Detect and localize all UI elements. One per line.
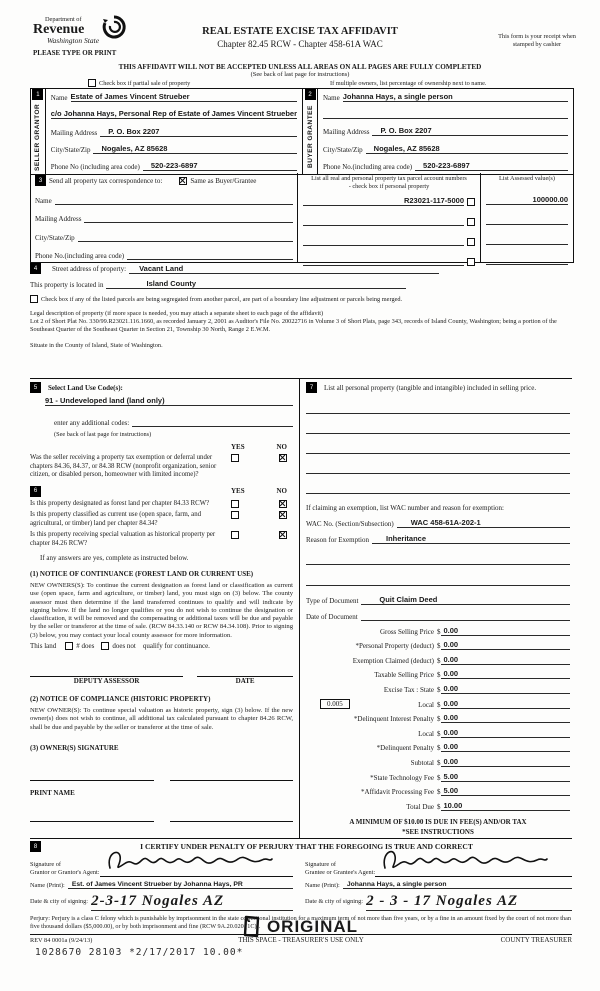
grantor-signature-field[interactable] <box>100 854 293 877</box>
print-name-field-1[interactable] <box>30 821 154 822</box>
original-stamp-text: ORIGINAL <box>266 917 359 936</box>
fee-currency-6: $ <box>437 715 441 724</box>
buyer-city-label: City/State/Zip <box>323 145 363 154</box>
parcel-header-line1: List all real and personal property tax parcel account numbers <box>311 175 467 182</box>
notice1-title: (1) NOTICE OF CONTINUANCE (FOREST LAND OR CURRENT USE) <box>30 570 254 578</box>
fee-label-0: Gross Selling Price <box>379 627 434 636</box>
same-as-buyer-checkbox[interactable] <box>179 177 187 185</box>
wac-label: WAC No. (Section/Subsection) <box>306 520 394 528</box>
owner-signature-field-2[interactable] <box>170 780 294 781</box>
parcel-3-field[interactable] <box>303 237 464 246</box>
see-instructions-note: *SEE INSTRUCTIONS <box>402 827 474 836</box>
buyer-name-field[interactable]: Johanna Hays, a single person <box>343 92 568 102</box>
signature-columns <box>30 854 572 911</box>
fee-value-6[interactable]: 0.00 <box>441 713 571 723</box>
legal-description-text: Lot 2 of Short Plat No. 330/99.R23021.116.1660, as recorded January 2, 2001 as Auditor's File No. 20022716 in Volume 3 of Short Plats, page 343, records of Island County, Washington; being a portion of the Southeast Quarter of the Southeast Quarter in Section 21, Township 30 North, Range 2 E.W.M. <box>30 318 557 333</box>
forest-yes-checkbox[interactable] <box>231 500 239 508</box>
treasurer-space-label: THIS SPACE - TREASURER'S USE ONLY <box>238 935 364 944</box>
seller-mailing-field[interactable]: P. O. Box 2207 <box>100 127 297 137</box>
current-yes-checkbox[interactable] <box>231 511 239 519</box>
if-yes-note: If any answers are yes, complete as instructed below. <box>40 554 189 562</box>
fee-value-10[interactable]: 5.00 <box>441 772 571 782</box>
forest-no-checkbox[interactable] <box>279 500 287 508</box>
correspondence-section <box>30 173 574 263</box>
no-header-1: NO <box>276 443 287 451</box>
fee-value-5[interactable]: 0.00 <box>441 699 571 709</box>
located-field[interactable]: Island County <box>106 279 406 289</box>
corr-mailing-label: Mailing Address <box>35 215 82 223</box>
grantee-name-print-field[interactable]: Johanna Hays, a single person <box>343 881 572 889</box>
grantee-signature-scribble <box>379 844 549 876</box>
parcel-box <box>298 173 481 262</box>
legal-description-label: Legal description of property (if more space is needed, you may attach a separate sheet to each page of the affidavit) <box>30 310 324 317</box>
fee-currency-2: $ <box>437 656 441 665</box>
owner-signature-field-1[interactable] <box>30 780 154 781</box>
main-columns <box>30 378 572 839</box>
exemption-extra-1[interactable] <box>306 556 570 565</box>
section-5-number: 5 <box>30 382 41 393</box>
perjury-text: Perjury: Perjury is a class C felony which is punishable by imprisonment in the state correctional institution for a maximum term of not more than five years, or by a fine in an amount fixed by the court of not more than five thousand dollars ($5,000.00), or by both imprisonment and fine (RCW 9A.20.020 (1C)). <box>30 915 571 930</box>
buyer-mailing-label: Mailing Address <box>323 128 370 136</box>
seller-phone-label: Phone No (including area code) <box>50 163 140 171</box>
logo-revenue-text: Revenue <box>33 22 85 37</box>
seller-strip <box>31 89 46 174</box>
buyer-mailing-field[interactable]: P. O. Box 2207 <box>372 126 568 136</box>
situate-text: Situate in the County of Island, State of Washington. <box>30 342 163 349</box>
print-name-lines <box>30 821 293 822</box>
scroll-page-icon <box>242 915 262 939</box>
accept-warning: THIS AFFIDAVIT WILL NOT BE ACCEPTED UNLESS ALL AREAS ON ALL PAGES ARE FULLY COMPLETED <box>118 63 482 71</box>
pp-line-2[interactable] <box>306 425 570 434</box>
property-section <box>30 263 572 349</box>
fee-label-8: *Delinquent Penalty <box>376 744 434 753</box>
fee-value-0[interactable]: 0.00 <box>441 626 571 636</box>
fee-label-4: Excise Tax : State <box>383 685 434 694</box>
fee-label-12: Total Due <box>406 802 434 811</box>
fee-label-9: Subtotal <box>410 758 434 767</box>
buyer-fields <box>318 89 573 174</box>
historic-question: Is this property receiving special valuation as historical property per chapter 84.26 RCW? <box>30 531 216 547</box>
fee-table <box>306 626 570 811</box>
corr-mailing-field[interactable] <box>84 214 293 223</box>
fee-currency-4: $ <box>437 685 441 694</box>
fee-value-3[interactable]: 0.00 <box>441 669 571 679</box>
buyer-city-field[interactable]: Nogales, AZ 85628 <box>366 144 568 154</box>
parcel-2-field[interactable] <box>303 217 464 226</box>
pp-line-3[interactable] <box>306 445 570 454</box>
fee-value-4[interactable]: 0.00 <box>441 684 571 694</box>
grantee-name-print-label: Name (Print): <box>305 882 340 889</box>
fee-label-1: *Personal Property (deduct) <box>355 642 434 651</box>
land-does-not-checkbox[interactable] <box>101 642 109 650</box>
send-correspondence-label: Send all property tax correspondence to: <box>49 176 163 185</box>
please-type-label: PLEASE TYPE OR PRINT <box>33 49 117 57</box>
cashier-receipt-line: 1028670 28103 *2/17/2017 10.00* <box>35 947 244 958</box>
fee-currency-11: $ <box>437 788 441 797</box>
parcel-number-field[interactable]: R23021-117-5000 <box>303 196 464 206</box>
grantor-sig-label-2: Grantor or Grantor's Agent: <box>30 869 100 876</box>
pp-line-4[interactable] <box>306 465 570 474</box>
seller-city-label: City/State/Zip <box>50 145 91 154</box>
grantor-name-print-field[interactable]: Est. of James Vincent Strueber by Johanna Hays, PR <box>68 881 293 889</box>
forest-question: Is this property designated as forest land per chapter 84.33 RCW? <box>30 499 210 507</box>
exemption-yes-checkbox[interactable] <box>231 454 239 462</box>
form-title: REAL ESTATE EXCISE TAX AFFIDAVIT <box>202 26 398 37</box>
right-column <box>300 379 572 839</box>
fee-value-9[interactable]: 0.00 <box>441 757 571 767</box>
form-title-block <box>160 26 440 49</box>
grantee-sig-label-2: Grantee or Grantee's Agent: <box>305 869 376 876</box>
parcel-1-checkbox[interactable] <box>467 198 475 206</box>
doc-type-label: Type of Document <box>306 597 359 605</box>
assessor-date-label: DATE <box>197 676 293 685</box>
corr-city-field[interactable] <box>78 233 293 242</box>
street-address-field[interactable]: Vacant Land <box>129 264 439 274</box>
section-8-number: 8 <box>30 841 41 852</box>
section-7-number: 7 <box>306 382 317 393</box>
rev-number: REV 84 0001a (9/24/13) <box>30 936 93 944</box>
seller-name-field[interactable]: Estate of James Vincent Strueber <box>71 92 297 102</box>
fee-currency-1: $ <box>437 642 441 651</box>
dor-logo <box>33 16 163 57</box>
parcel-header-line2: - check box if personal property <box>348 182 430 190</box>
notice2-title: (2) NOTICE OF COMPLIANCE (HISTORIC PROPERTY) <box>30 695 211 704</box>
receipt-note: This form is your receipt when stamped by cashier <box>498 33 576 48</box>
grantor-date-city-field[interactable]: 2-3-17 Nogales AZ <box>91 893 225 909</box>
grantee-date-city-label: Date & city of signing: <box>305 898 364 905</box>
does-not-label: does not <box>112 642 136 651</box>
yes-header-2: YES <box>231 487 245 495</box>
partial-sale-label: Check box if partial sale of property <box>99 80 191 87</box>
fee-label-3: Taxable Selling Price <box>374 671 434 680</box>
grantor-signature-block <box>30 854 301 911</box>
assessed-3-field[interactable] <box>486 236 568 245</box>
reason-field[interactable]: Inheritance <box>372 534 570 544</box>
buyer-phone-field[interactable]: 520-223-6897 <box>415 161 568 171</box>
doc-date-field[interactable] <box>361 612 570 621</box>
seller-phone-field[interactable]: 520-223-6897 <box>143 161 297 171</box>
print-name-label: PRINT NAME <box>30 788 75 797</box>
seller-city-field[interactable]: Nogales, AZ 85628 <box>93 144 297 154</box>
corr-name-label: Name <box>35 196 52 205</box>
historic-yes-checkbox[interactable] <box>231 531 239 539</box>
additional-codes-label: enter any additional codes: <box>54 419 130 427</box>
notice2-body: NEW OWNER(S): To continue special valuation as historic property, sign (3) below. If the new owner(s) does not wish to continue, all additional tax calculated pursuant to chapter 84.26 RCW, shall be due and payable by the seller or transferor at the time of sale. <box>30 707 293 731</box>
current-no-checkbox[interactable] <box>279 511 287 519</box>
county-treasurer-label: COUNTY TREASURER <box>500 935 572 944</box>
fee-value-8[interactable]: 0.00 <box>441 742 571 752</box>
notice1-body: NEW OWNERS(S): To continue the current designation as forest land or classification as current use (open space, farm and agriculture, or timber) land, you must sign on (3) below. The county assessor must then determine if the land transferred continues to qualify and will indicate by signing below. If the land no longer qualifies or you do not wish to continue the designation or classification, it will be removed and the compensating or additional taxes will be due and payable by the seller or transferor at the time of sale. (RCW 84.33.140 or RCW 84.34.108). Prior to signing (3) below, you may contact your local county assessor for more information. <box>30 582 293 639</box>
assessor-sign-row <box>30 676 293 685</box>
seller-co-field[interactable]: c/o Johanna Hays, Personal Rep of Estate of James Vincent Strueber <box>50 109 297 119</box>
assessed-header: List Assessed value(s) <box>499 175 555 182</box>
dor-swirl-icon <box>101 14 127 40</box>
additional-codes-field[interactable] <box>132 418 293 427</box>
segregated-label: Check box if any of the listed parcels are being segregated from another parcel, are part of a boundary line adjustment or parcels being merged. <box>41 295 403 303</box>
partial-sale-row <box>88 79 190 87</box>
grantee-sig-label-1: Signature of <box>305 861 336 868</box>
personal-property-label: List all personal property (tangible and intangible) included in selling price. <box>324 383 537 392</box>
fee-label-7: Local <box>418 729 434 738</box>
parcel-3-checkbox[interactable] <box>467 238 475 246</box>
historic-no-checkbox[interactable] <box>279 531 287 539</box>
buyer-phone-label: Phone No.(including area code) <box>323 163 413 171</box>
segregated-checkbox[interactable] <box>30 295 38 303</box>
wac-field[interactable]: WAC 458-61A-202-1 <box>397 518 570 528</box>
grantee-signature-field[interactable] <box>375 854 572 877</box>
minimum-note: A MINIMUM OF $10.00 IS DUE IN FEE(S) AND/OR TAX <box>349 817 527 826</box>
assessed-box <box>481 173 573 262</box>
certify-statement: I CERTIFY UNDER PENALTY OF PERJURY THAT THE FOREGOING IS TRUE AND CORRECT <box>140 842 473 851</box>
fee-value-2[interactable]: 0.00 <box>441 655 571 665</box>
see-back-note: (See back of last page for instructions) <box>54 431 152 438</box>
grantee-signature-block <box>301 854 572 911</box>
fee-value-1[interactable]: 0.00 <box>441 640 571 650</box>
pp-line-5[interactable] <box>306 485 570 494</box>
corr-phone-label: Phone No.(including area code) <box>35 252 125 260</box>
doc-date-label: Date of Document <box>306 613 358 621</box>
fee-value-12[interactable]: 10.00 <box>441 801 571 811</box>
multiple-owners-label: If multiple owners, list percentage of ownership next to name. <box>330 80 487 87</box>
parties-section <box>30 88 574 175</box>
located-label: This property is located in <box>30 281 104 289</box>
exemption-extra-2[interactable] <box>306 577 570 586</box>
section-4-number: 4 <box>30 263 41 274</box>
seller-mailing-label: Mailing Address <box>50 128 98 137</box>
same-as-buyer-label: Same as Buyer/Grantee <box>190 176 257 185</box>
grantor-sig-label-1: Signature of <box>30 861 61 868</box>
land-does-checkbox[interactable] <box>65 642 73 650</box>
owners-signature-label: (3) OWNER(S) SIGNATURE <box>30 743 119 752</box>
local-rate-box: 0.005 <box>320 699 350 709</box>
land-use-code-field[interactable]: 91 - Undeveloped land (land only) <box>45 396 293 406</box>
reason-label: Reason for Exemption <box>306 536 369 544</box>
deputy-assessor-label: DEPUTY ASSESSOR <box>30 676 183 685</box>
seller-side-label: SELLER GRANTOR <box>34 103 42 171</box>
fee-label-6: *Delinquent Interest Penalty <box>353 715 434 724</box>
exemption-claim-label: If claiming an exemption, list WAC number and reason for exemption: <box>306 504 504 512</box>
this-land-label: This land <box>30 642 57 651</box>
correspondence-box <box>31 173 298 262</box>
exemption-no-checkbox[interactable] <box>279 454 287 462</box>
accept-warning-sub: (See back of last page for instructions) <box>250 71 350 78</box>
assessed-2-field[interactable] <box>486 216 568 225</box>
yes-header-1: YES <box>231 443 245 451</box>
street-address-label: Street address of property: <box>52 264 127 273</box>
seller-fields <box>46 89 302 174</box>
corr-city-label: City/State/Zip <box>35 233 75 242</box>
buyer-name-label: Name <box>323 94 340 102</box>
logo-state-text: Washington State <box>47 36 100 45</box>
fee-label-5: Local <box>418 700 434 709</box>
fee-label-2: Exemption Claimed (deduct) <box>352 656 434 665</box>
fee-currency-0: $ <box>437 627 441 636</box>
section-6-number: 6 <box>30 486 41 497</box>
left-column <box>30 379 300 839</box>
section-2-number: 2 <box>305 89 316 100</box>
fee-currency-5: $ <box>437 700 441 709</box>
no-header-2: NO <box>276 487 287 495</box>
original-stamp <box>0 915 600 939</box>
fee-currency-8: $ <box>437 744 441 753</box>
print-name-field-2[interactable] <box>170 821 294 822</box>
grantor-name-print-label: Name (Print): <box>30 882 65 889</box>
corr-phone-field[interactable] <box>127 251 293 260</box>
fee-currency-9: $ <box>437 758 441 767</box>
partial-sale-checkbox[interactable] <box>88 79 96 87</box>
buyer-box <box>303 89 573 174</box>
qualify-label: qualify for continuance. <box>142 642 210 651</box>
parcel-2-checkbox[interactable] <box>467 218 475 226</box>
land-use-label: Select Land Use Code(s): <box>48 383 123 392</box>
owner-signature-lines <box>30 780 293 781</box>
fee-currency-7: $ <box>437 729 441 738</box>
current-use-question: Is this property classified as current use (open space, farm, and agricultural, or timber) land per chapter 84.34? <box>30 511 201 527</box>
fee-currency-3: $ <box>437 671 441 680</box>
fee-label-11: *Affidavit Processing Fee <box>361 788 434 797</box>
fee-value-11[interactable]: 5.00 <box>441 786 571 796</box>
fee-currency-12: $ <box>437 802 441 811</box>
logo-dept-text: Department of <box>45 16 82 23</box>
grantor-signature-scribble <box>104 846 274 876</box>
pp-line-1[interactable] <box>306 405 570 414</box>
buyer-side-label: BUYER GRANTEE <box>306 105 314 169</box>
grantee-date-city-field[interactable]: 2 - 3 - 17 Nogales AZ <box>366 893 519 909</box>
doc-type-field[interactable]: Quit Claim Deed <box>361 595 570 605</box>
section-3-number: 3 <box>35 175 46 186</box>
does-label: # does <box>76 642 95 651</box>
assessed-value-field[interactable]: 100000.00 <box>486 195 568 205</box>
fee-currency-10: $ <box>437 773 441 782</box>
exemption-question: Was the seller receiving a property tax exemption or deferral under chapters 84.36, 84.37, or 84.38 RCW (nonprofit organization, senior citizen, or disabled person, homeowner with limited income)? <box>30 454 217 478</box>
seller-box <box>31 89 303 174</box>
seller-name-label: Name <box>50 94 68 102</box>
buyer-blank-field[interactable] <box>323 110 568 119</box>
buyer-strip <box>303 89 318 174</box>
fee-label-10: *State Technology Fee <box>370 773 434 782</box>
section-1-number: 1 <box>32 89 43 100</box>
fee-value-7[interactable]: 0.00 <box>441 728 571 738</box>
form-subtitle: Chapter 82.45 RCW - Chapter 458-61A WAC <box>217 39 383 49</box>
corr-name-field[interactable] <box>55 196 293 205</box>
grantor-date-city-label: Date & city of signing: <box>30 898 89 905</box>
